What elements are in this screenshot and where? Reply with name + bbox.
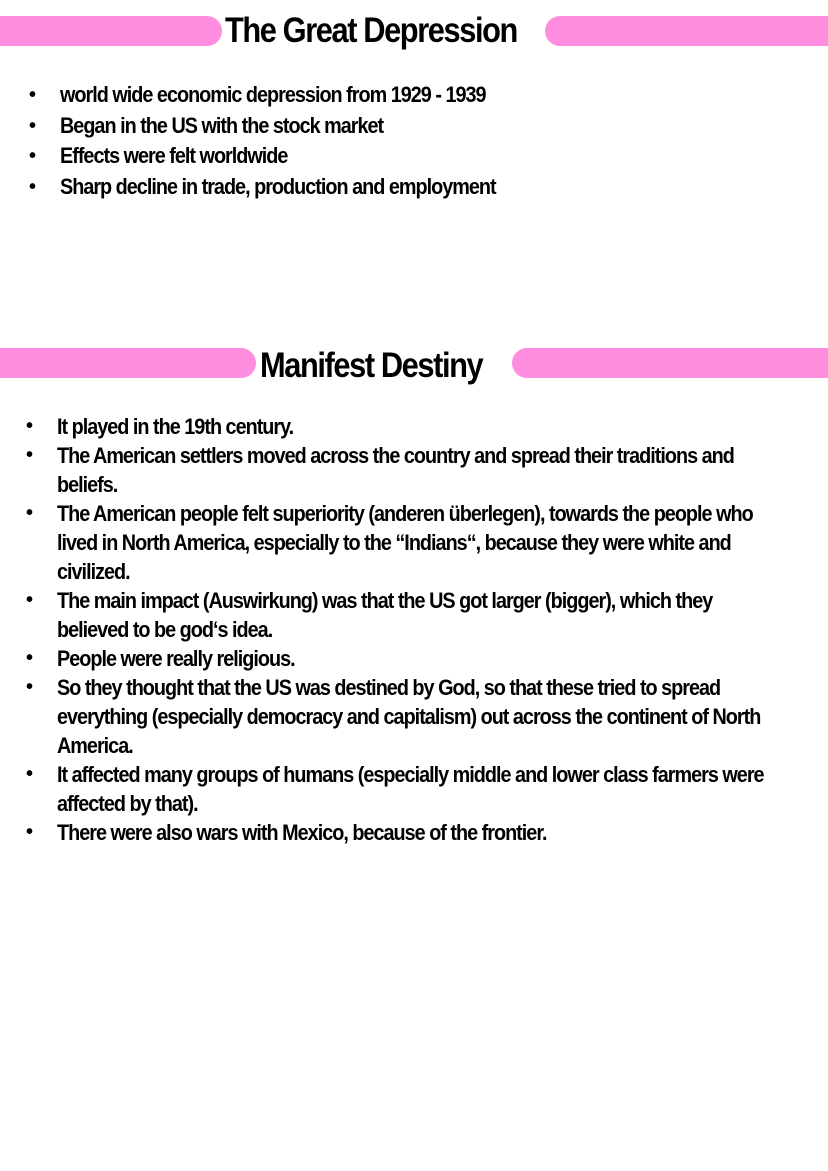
section-header (0, 346, 828, 385)
bullet-dot: • (26, 763, 32, 785)
bullet-dot: • (26, 589, 32, 611)
list-item: • Began in the US with the stock market (60, 111, 760, 142)
bullet-dot: • (29, 145, 35, 167)
accent-bar-right (545, 16, 828, 46)
list-item: • It affected many groups of humans (especially middle and lower class farmers were affected by that). (26, 762, 764, 816)
list-item: • People were really religious. (26, 646, 295, 671)
list-item: • The American people felt superiority (anderen überlegen), towards the people who lived in North America, especially to the “Indians“, because they were white and civilized. (26, 501, 753, 584)
bullet-dot: • (29, 175, 35, 198)
list-item: • The main impact (Auswirkung) was that the US got larger (bigger), which they believed to be god‘s idea. (26, 588, 713, 642)
list-item: • Effects were felt worldwide (60, 141, 760, 172)
list-item: • world wide economic depression from 1929 - 1939 (60, 80, 760, 111)
list-item: • There were also wars with Mexico, because of the frontier. (26, 820, 547, 845)
bullet-dot: • (26, 415, 32, 437)
section-header (0, 11, 828, 50)
bullet-dot: • (29, 84, 35, 106)
bullet-list (29, 80, 760, 202)
section-manifest-destiny (0, 346, 828, 845)
bullet-dot: • (29, 114, 35, 137)
section-title: The Great Depression (225, 11, 517, 50)
accent-bar-left (0, 16, 222, 46)
bullet-dot: • (26, 647, 32, 669)
bullet-list (26, 412, 797, 847)
bullet-dot: • (26, 676, 32, 698)
bullet-dot: • (26, 821, 32, 843)
section-great-depression (0, 11, 828, 199)
list-item: • It played in the 19th century. (26, 414, 294, 439)
section-title: Manifest Destiny (260, 346, 483, 385)
list-item: • So they thought that the US was destined by God, so that these tried to spread everything (especially democracy and capitalism) out across the continent of North America. (26, 675, 761, 758)
list-item: • The American settlers moved across the country and spread their traditions and beliefs. (26, 443, 734, 497)
bullet-dot: • (26, 444, 32, 466)
accent-bar-left (0, 348, 256, 378)
bullet-dot: • (26, 502, 32, 524)
accent-bar-right (512, 348, 828, 378)
list-item: • Sharp decline in trade, production and employment (60, 172, 760, 203)
